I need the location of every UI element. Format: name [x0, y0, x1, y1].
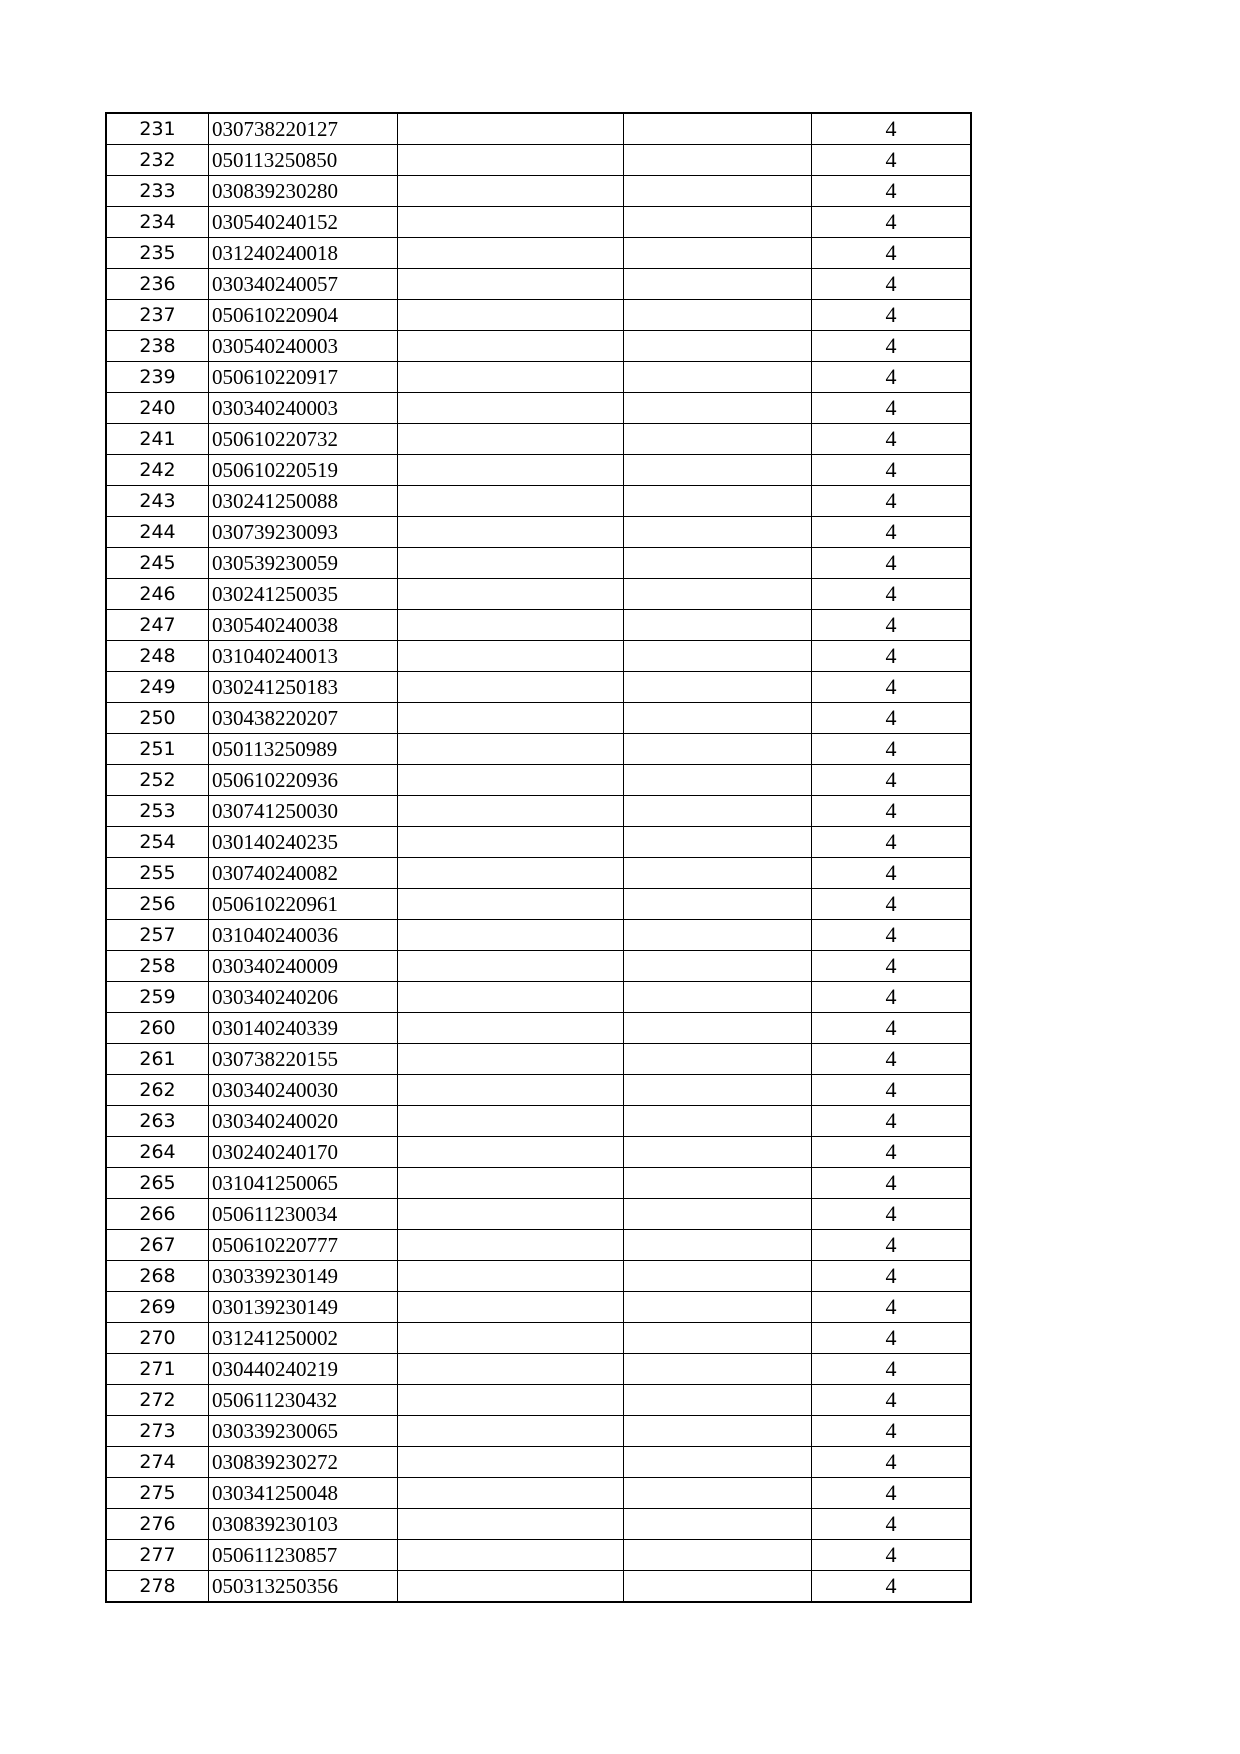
blank-cell-a: [398, 393, 624, 424]
blank-cell-a: [398, 1478, 624, 1509]
code-cell: 031240240018: [209, 238, 398, 269]
blank-cell-a: [398, 1540, 624, 1571]
blank-cell-b: [624, 1261, 812, 1292]
blank-cell-b: [624, 1571, 812, 1603]
data-table: [105, 112, 972, 1603]
blank-cell-b: [624, 1044, 812, 1075]
score-cell: 4: [812, 765, 972, 796]
score-cell: 4: [812, 145, 972, 176]
code-cell: 050610220961: [209, 889, 398, 920]
table-row: [106, 1137, 971, 1168]
blank-cell-a: [398, 1354, 624, 1385]
row-number-cell: 244: [106, 517, 209, 548]
score-cell: 4: [812, 238, 972, 269]
score-cell: 4: [812, 579, 972, 610]
table-row: [106, 1540, 971, 1571]
score-cell: 4: [812, 1075, 972, 1106]
code-cell: 031241250002: [209, 1323, 398, 1354]
row-number-cell: 241: [106, 424, 209, 455]
score-cell: 4: [812, 1106, 972, 1137]
score-cell: 4: [812, 300, 972, 331]
blank-cell-b: [624, 734, 812, 765]
blank-cell-a: [398, 300, 624, 331]
blank-cell-b: [624, 796, 812, 827]
code-cell: 050113250989: [209, 734, 398, 765]
table-body: [106, 113, 971, 1602]
code-cell: 030438220207: [209, 703, 398, 734]
row-number-cell: 267: [106, 1230, 209, 1261]
blank-cell-a: [398, 1292, 624, 1323]
code-cell: 030440240219: [209, 1354, 398, 1385]
table-row: [106, 145, 971, 176]
blank-cell-b: [624, 1478, 812, 1509]
blank-cell-b: [624, 238, 812, 269]
code-cell: 050610220904: [209, 300, 398, 331]
row-number-cell: 253: [106, 796, 209, 827]
score-cell: 4: [812, 982, 972, 1013]
blank-cell-b: [624, 455, 812, 486]
row-number-cell: 247: [106, 610, 209, 641]
row-number-cell: 231: [106, 113, 209, 145]
blank-cell-a: [398, 269, 624, 300]
blank-cell-a: [398, 207, 624, 238]
row-number-cell: 268: [106, 1261, 209, 1292]
blank-cell-a: [398, 1571, 624, 1603]
table-row: [106, 486, 971, 517]
score-cell: 4: [812, 1354, 972, 1385]
code-cell: 030340240030: [209, 1075, 398, 1106]
blank-cell-a: [398, 1447, 624, 1478]
table-row: [106, 1044, 971, 1075]
table-row: [106, 362, 971, 393]
row-number-cell: 255: [106, 858, 209, 889]
row-number-cell: 251: [106, 734, 209, 765]
table-row: [106, 424, 971, 455]
blank-cell-a: [398, 1230, 624, 1261]
blank-cell-b: [624, 1168, 812, 1199]
code-cell: 030540240003: [209, 331, 398, 362]
score-cell: 4: [812, 920, 972, 951]
score-cell: 4: [812, 1168, 972, 1199]
table-row: [106, 920, 971, 951]
row-number-cell: 274: [106, 1447, 209, 1478]
code-cell: 030339230065: [209, 1416, 398, 1447]
blank-cell-b: [624, 1354, 812, 1385]
score-cell: 4: [812, 734, 972, 765]
row-number-cell: 271: [106, 1354, 209, 1385]
table-row: [106, 765, 971, 796]
table-row: [106, 300, 971, 331]
row-number-cell: 236: [106, 269, 209, 300]
blank-cell-b: [624, 486, 812, 517]
blank-cell-a: [398, 517, 624, 548]
code-cell: 030241250088: [209, 486, 398, 517]
blank-cell-b: [624, 517, 812, 548]
blank-cell-a: [398, 1013, 624, 1044]
table-row: [106, 1447, 971, 1478]
blank-cell-b: [624, 703, 812, 734]
score-cell: 4: [812, 1540, 972, 1571]
table-row: [106, 796, 971, 827]
code-cell: 050610220732: [209, 424, 398, 455]
blank-cell-a: [398, 734, 624, 765]
code-cell: 050313250356: [209, 1571, 398, 1603]
blank-cell-a: [398, 1106, 624, 1137]
blank-cell-b: [624, 331, 812, 362]
row-number-cell: 275: [106, 1478, 209, 1509]
code-cell: 030340240057: [209, 269, 398, 300]
score-cell: 4: [812, 1044, 972, 1075]
table-row: [106, 1106, 971, 1137]
blank-cell-a: [398, 765, 624, 796]
table-row: [106, 1199, 971, 1230]
blank-cell-a: [398, 641, 624, 672]
table-row: [106, 1385, 971, 1416]
table-row: [106, 548, 971, 579]
code-cell: 030341250048: [209, 1478, 398, 1509]
blank-cell-a: [398, 982, 624, 1013]
blank-cell-a: [398, 1323, 624, 1354]
code-cell: 050611230857: [209, 1540, 398, 1571]
blank-cell-a: [398, 920, 624, 951]
code-cell: 030340240020: [209, 1106, 398, 1137]
code-cell: 030740240082: [209, 858, 398, 889]
blank-cell-a: [398, 424, 624, 455]
blank-cell-a: [398, 331, 624, 362]
code-cell: 031040240013: [209, 641, 398, 672]
score-cell: 4: [812, 1261, 972, 1292]
table-row: [106, 1571, 971, 1603]
table-row: [106, 1168, 971, 1199]
score-cell: 4: [812, 1478, 972, 1509]
score-cell: 4: [812, 517, 972, 548]
table-row: [106, 827, 971, 858]
row-number-cell: 264: [106, 1137, 209, 1168]
blank-cell-b: [624, 1106, 812, 1137]
table-row: [106, 641, 971, 672]
row-number-cell: 257: [106, 920, 209, 951]
table-row: [106, 455, 971, 486]
row-number-cell: 260: [106, 1013, 209, 1044]
score-cell: 4: [812, 951, 972, 982]
code-cell: 030340240009: [209, 951, 398, 982]
blank-cell-b: [624, 920, 812, 951]
code-cell: 050610220519: [209, 455, 398, 486]
code-cell: 030240240170: [209, 1137, 398, 1168]
blank-cell-b: [624, 548, 812, 579]
code-cell: 030738220127: [209, 113, 398, 145]
code-cell: 030839230272: [209, 1447, 398, 1478]
blank-cell-b: [624, 1230, 812, 1261]
blank-cell-b: [624, 672, 812, 703]
table-row: [106, 1509, 971, 1540]
table-row: [106, 176, 971, 207]
table-row: [106, 1323, 971, 1354]
table-row: [106, 1292, 971, 1323]
table-row: [106, 1354, 971, 1385]
score-cell: 4: [812, 1385, 972, 1416]
table-row: [106, 703, 971, 734]
row-number-cell: 242: [106, 455, 209, 486]
code-cell: 030739230093: [209, 517, 398, 548]
code-cell: 050610220917: [209, 362, 398, 393]
table-row: [106, 1416, 971, 1447]
code-cell: 030738220155: [209, 1044, 398, 1075]
blank-cell-b: [624, 1447, 812, 1478]
blank-cell-b: [624, 641, 812, 672]
score-cell: 4: [812, 362, 972, 393]
code-cell: 031040240036: [209, 920, 398, 951]
row-number-cell: 239: [106, 362, 209, 393]
blank-cell-b: [624, 113, 812, 145]
row-number-cell: 265: [106, 1168, 209, 1199]
score-cell: 4: [812, 486, 972, 517]
table-row: [106, 734, 971, 765]
code-cell: 030140240339: [209, 1013, 398, 1044]
score-cell: 4: [812, 827, 972, 858]
blank-cell-b: [624, 1385, 812, 1416]
score-cell: 4: [812, 1571, 972, 1603]
row-number-cell: 258: [106, 951, 209, 982]
score-cell: 4: [812, 424, 972, 455]
blank-cell-b: [624, 1509, 812, 1540]
blank-cell-b: [624, 393, 812, 424]
score-cell: 4: [812, 331, 972, 362]
blank-cell-a: [398, 1168, 624, 1199]
blank-cell-a: [398, 889, 624, 920]
blank-cell-b: [624, 145, 812, 176]
row-number-cell: 235: [106, 238, 209, 269]
row-number-cell: 262: [106, 1075, 209, 1106]
table-row: [106, 610, 971, 641]
code-cell: 030340240206: [209, 982, 398, 1013]
blank-cell-b: [624, 1075, 812, 1106]
score-cell: 4: [812, 393, 972, 424]
row-number-cell: 245: [106, 548, 209, 579]
row-number-cell: 234: [106, 207, 209, 238]
row-number-cell: 263: [106, 1106, 209, 1137]
score-cell: 4: [812, 113, 972, 145]
code-cell: 030140240235: [209, 827, 398, 858]
blank-cell-b: [624, 889, 812, 920]
code-cell: 030241250183: [209, 672, 398, 703]
code-cell: 030539230059: [209, 548, 398, 579]
blank-cell-b: [624, 1416, 812, 1447]
score-cell: 4: [812, 858, 972, 889]
blank-cell-a: [398, 610, 624, 641]
score-cell: 4: [812, 610, 972, 641]
table-row: [106, 238, 971, 269]
row-number-cell: 277: [106, 1540, 209, 1571]
code-cell: 030139230149: [209, 1292, 398, 1323]
table-row: [106, 579, 971, 610]
blank-cell-a: [398, 703, 624, 734]
blank-cell-a: [398, 1385, 624, 1416]
code-cell: 050610220936: [209, 765, 398, 796]
blank-cell-a: [398, 858, 624, 889]
blank-cell-b: [624, 951, 812, 982]
code-cell: 050611230432: [209, 1385, 398, 1416]
row-number-cell: 266: [106, 1199, 209, 1230]
table-row: [106, 982, 971, 1013]
score-cell: 4: [812, 269, 972, 300]
blank-cell-a: [398, 455, 624, 486]
blank-cell-b: [624, 579, 812, 610]
row-number-cell: 276: [106, 1509, 209, 1540]
table-row: [106, 858, 971, 889]
blank-cell-a: [398, 1416, 624, 1447]
row-number-cell: 272: [106, 1385, 209, 1416]
row-number-cell: 240: [106, 393, 209, 424]
blank-cell-b: [624, 827, 812, 858]
blank-cell-b: [624, 1323, 812, 1354]
blank-cell-a: [398, 1261, 624, 1292]
code-cell: 030540240038: [209, 610, 398, 641]
code-cell: 031041250065: [209, 1168, 398, 1199]
score-cell: 4: [812, 548, 972, 579]
row-number-cell: 273: [106, 1416, 209, 1447]
score-cell: 4: [812, 1292, 972, 1323]
table-row: [106, 1013, 971, 1044]
blank-cell-a: [398, 176, 624, 207]
score-cell: 4: [812, 176, 972, 207]
blank-cell-a: [398, 827, 624, 858]
score-cell: 4: [812, 1199, 972, 1230]
score-cell: 4: [812, 1230, 972, 1261]
row-number-cell: 233: [106, 176, 209, 207]
code-cell: 030339230149: [209, 1261, 398, 1292]
blank-cell-b: [624, 207, 812, 238]
table-row: [106, 517, 971, 548]
row-number-cell: 250: [106, 703, 209, 734]
row-number-cell: 256: [106, 889, 209, 920]
row-number-cell: 237: [106, 300, 209, 331]
code-cell: 030540240152: [209, 207, 398, 238]
table-row: [106, 113, 971, 145]
blank-cell-a: [398, 1044, 624, 1075]
code-cell: 030839230280: [209, 176, 398, 207]
row-number-cell: 270: [106, 1323, 209, 1354]
score-cell: 4: [812, 207, 972, 238]
score-cell: 4: [812, 796, 972, 827]
table-row: [106, 951, 971, 982]
table-row: [106, 1075, 971, 1106]
blank-cell-a: [398, 672, 624, 703]
blank-cell-b: [624, 982, 812, 1013]
row-number-cell: 243: [106, 486, 209, 517]
code-cell: 050113250850: [209, 145, 398, 176]
row-number-cell: 232: [106, 145, 209, 176]
score-cell: 4: [812, 1323, 972, 1354]
blank-cell-b: [624, 858, 812, 889]
blank-cell-b: [624, 1199, 812, 1230]
blank-cell-a: [398, 796, 624, 827]
blank-cell-a: [398, 548, 624, 579]
score-cell: 4: [812, 455, 972, 486]
blank-cell-a: [398, 486, 624, 517]
table-row: [106, 269, 971, 300]
score-cell: 4: [812, 672, 972, 703]
blank-cell-b: [624, 424, 812, 455]
code-cell: 030741250030: [209, 796, 398, 827]
table-row: [106, 1230, 971, 1261]
blank-cell-a: [398, 145, 624, 176]
row-number-cell: 246: [106, 579, 209, 610]
row-number-cell: 249: [106, 672, 209, 703]
table-row: [106, 672, 971, 703]
row-number-cell: 238: [106, 331, 209, 362]
blank-cell-b: [624, 1137, 812, 1168]
row-number-cell: 254: [106, 827, 209, 858]
blank-cell-a: [398, 1075, 624, 1106]
blank-cell-a: [398, 1199, 624, 1230]
score-cell: 4: [812, 1509, 972, 1540]
row-number-cell: 252: [106, 765, 209, 796]
blank-cell-a: [398, 113, 624, 145]
blank-cell-b: [624, 610, 812, 641]
table-row: [106, 207, 971, 238]
blank-cell-b: [624, 1013, 812, 1044]
code-cell: 050611230034: [209, 1199, 398, 1230]
table-row: [106, 393, 971, 424]
score-cell: 4: [812, 1013, 972, 1044]
blank-cell-b: [624, 300, 812, 331]
row-number-cell: 248: [106, 641, 209, 672]
code-cell: 030839230103: [209, 1509, 398, 1540]
blank-cell-b: [624, 765, 812, 796]
blank-cell-b: [624, 1540, 812, 1571]
blank-cell-a: [398, 579, 624, 610]
score-cell: 4: [812, 1447, 972, 1478]
table-row: [106, 331, 971, 362]
blank-cell-a: [398, 951, 624, 982]
table-row: [106, 1478, 971, 1509]
blank-cell-a: [398, 1509, 624, 1540]
score-cell: 4: [812, 1137, 972, 1168]
blank-cell-a: [398, 238, 624, 269]
blank-cell-a: [398, 1137, 624, 1168]
code-cell: 050610220777: [209, 1230, 398, 1261]
table-row: [106, 1261, 971, 1292]
row-number-cell: 269: [106, 1292, 209, 1323]
score-cell: 4: [812, 1416, 972, 1447]
code-cell: 030340240003: [209, 393, 398, 424]
row-number-cell: 278: [106, 1571, 209, 1603]
score-cell: 4: [812, 889, 972, 920]
row-number-cell: 261: [106, 1044, 209, 1075]
table-row: [106, 889, 971, 920]
blank-cell-a: [398, 362, 624, 393]
blank-cell-b: [624, 362, 812, 393]
blank-cell-b: [624, 269, 812, 300]
score-cell: 4: [812, 641, 972, 672]
score-cell: 4: [812, 703, 972, 734]
blank-cell-b: [624, 176, 812, 207]
blank-cell-b: [624, 1292, 812, 1323]
row-number-cell: 259: [106, 982, 209, 1013]
code-cell: 030241250035: [209, 579, 398, 610]
